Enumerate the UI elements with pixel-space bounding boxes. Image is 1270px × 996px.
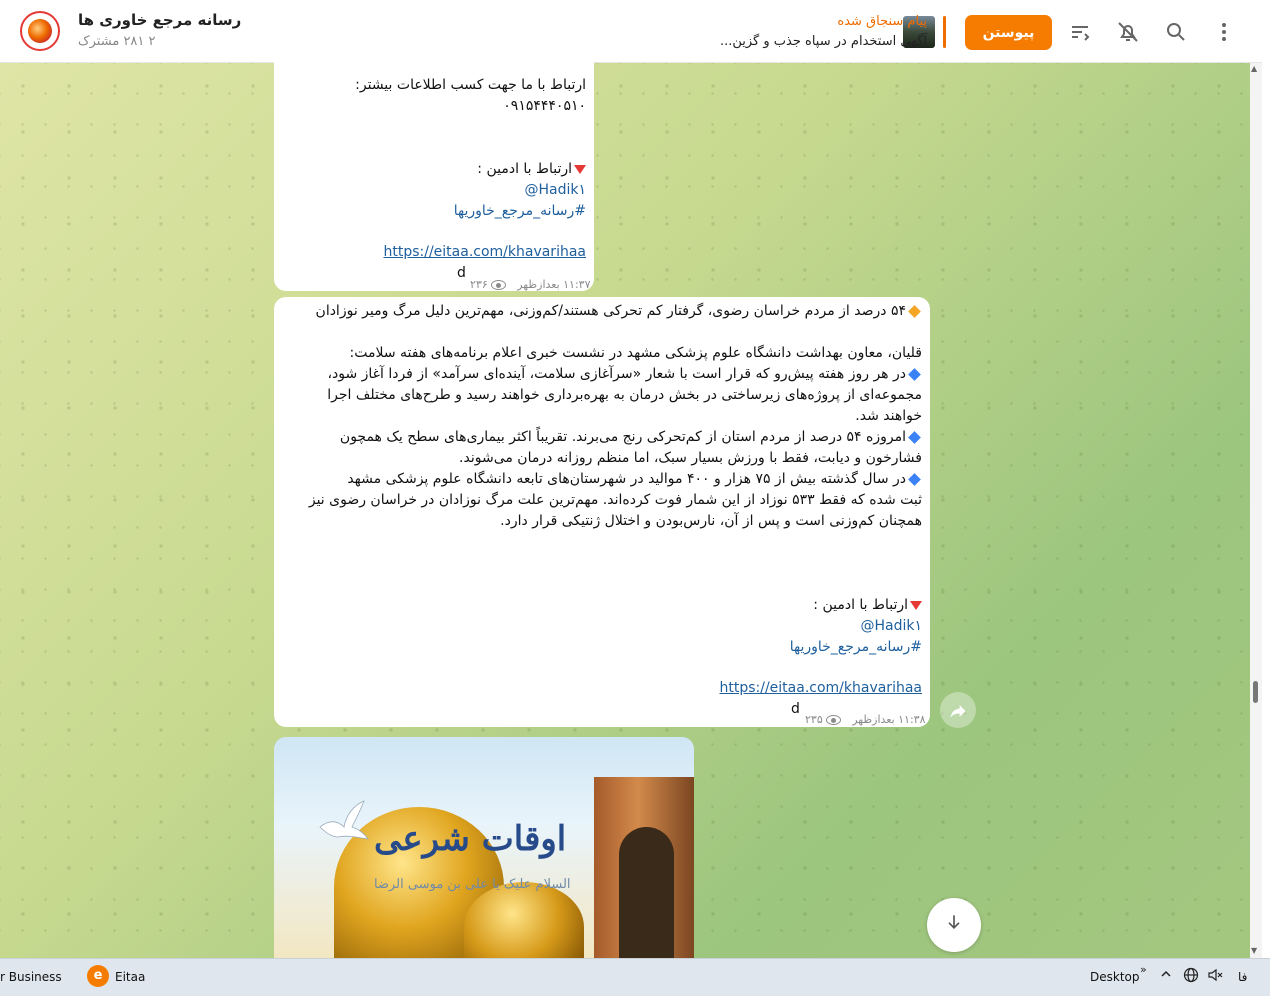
- message-time: ۱۱:۳۸ بعدازظهر: [852, 713, 926, 726]
- search-icon[interactable]: [1164, 20, 1188, 44]
- message-text: قلیان، معاون بهداشت دانشگاه علوم پزشکی مشهد در نشست خبری اعلام برنامه‌های هفته سلامت:: [349, 345, 922, 361]
- pinned-text[interactable]: آگهی استخدام در سپاه جذب و گزین...: [719, 34, 927, 49]
- message-text: ثبت شده که فقط ۵۳۳ نوزاد از این شمار فوت کرده‌اند. مهم‌ترین علت مرگ نوزادان در خراسان رضوی نیز: [308, 492, 922, 508]
- view-count: ۲۳۶: [470, 278, 488, 291]
- image-post[interactable]: [274, 737, 694, 958]
- image-caption: اوقات شرعی: [374, 819, 567, 859]
- pinned-label[interactable]: پیام سنجاق شده: [837, 14, 927, 29]
- views-icon: [491, 280, 506, 290]
- message-meta: [805, 709, 925, 730]
- message-time: ۱۱:۳۷ بعدازظهر: [517, 278, 591, 291]
- language-indicator[interactable]: فا: [1238, 970, 1248, 984]
- image-subcaption: السلام علیک یا علی بن موسی الرضا: [374, 877, 571, 892]
- globe-icon[interactable]: [1183, 967, 1199, 987]
- shrine-arch: [619, 827, 674, 958]
- hashtag-link[interactable]: #رسانه_مرجع_خاوریها: [789, 639, 922, 655]
- message-text: خواهند شد.: [855, 408, 922, 424]
- subscriber-count: ۲ ۲۸۱ مشترک: [78, 34, 156, 49]
- scrollbar-thumb[interactable]: [1253, 681, 1258, 703]
- message-meta: [470, 274, 590, 295]
- taskbar-business-app[interactable]: r Business: [0, 970, 62, 984]
- stray-text: d: [457, 265, 466, 281]
- phone-number[interactable]: ۰۹۱۵۴۴۴۰۵۱۰: [503, 98, 586, 114]
- chevron-up-icon[interactable]: [1159, 967, 1173, 985]
- admin-label: ارتباط با ادمین :: [477, 161, 572, 177]
- speaker-muted-icon[interactable]: [1207, 967, 1223, 987]
- hashtag-link[interactable]: #رسانه_مرجع_خاوریها: [453, 203, 586, 219]
- bell-off-icon[interactable]: [1116, 20, 1140, 44]
- scroll-to-bottom-button[interactable]: [927, 898, 981, 952]
- chevron-icon[interactable]: »: [1140, 963, 1147, 976]
- scroll-down-arrow[interactable]: ▼: [1251, 946, 1258, 955]
- red-triangle-icon: [910, 601, 922, 610]
- taskbar-eitaa-app[interactable]: Eitaa: [115, 970, 146, 984]
- message-text: ارتباط با ما جهت کسب اطلاعات بیشتر:: [355, 77, 586, 93]
- chat-header: [0, 0, 1262, 63]
- blue-diamond-icon: [908, 473, 921, 486]
- more-vertical-icon[interactable]: [1212, 20, 1236, 44]
- join-button[interactable]: پیوستن: [965, 15, 1052, 50]
- message-text: در هر روز هفته پیش‌رو که قرار است با شعار «سرآغازی سلامت، آینده‌ای سرآمد» از فردا آغاز شود،: [327, 366, 906, 382]
- message-bubble: [274, 55, 594, 291]
- eitaa-app-icon[interactable]: e: [87, 965, 109, 987]
- message-text: فشارخون و دیابت، فقط با ورزش بسیار سبک، اما منظم روزانه درمان می‌شوند.: [459, 450, 922, 466]
- scroll-up-arrow[interactable]: ▲: [1251, 64, 1258, 73]
- orange-diamond-icon: [908, 305, 921, 318]
- red-triangle-icon: [574, 165, 586, 174]
- taskbar: [0, 958, 1270, 996]
- admin-handle-link[interactable]: @Hadik۱: [524, 182, 586, 198]
- admin-handle-link[interactable]: @Hadik۱: [860, 618, 922, 634]
- channel-title[interactable]: رسانه مرجع خاوری ها: [78, 11, 242, 29]
- admin-label: ارتباط با ادمین :: [813, 597, 908, 613]
- channel-avatar[interactable]: [20, 11, 60, 51]
- forward-button[interactable]: [940, 692, 976, 728]
- message-text: در سال گذشته بیش از ۷۵ هزار و ۴۰۰ موالید در شهرستان‌های تابعه دانشگاه علوم پزشکی مشهد: [347, 471, 906, 487]
- channel-url-link[interactable]: https://eitaa.com/khavarihaa: [383, 244, 586, 260]
- blue-diamond-icon: [908, 431, 921, 444]
- pinned-indicator: [943, 16, 946, 48]
- sort-icon[interactable]: [1068, 20, 1092, 44]
- message-bubble: [274, 297, 930, 727]
- dove-icon: [316, 797, 372, 847]
- forward-icon: [948, 701, 968, 721]
- taskbar-desktop[interactable]: Desktop: [1090, 970, 1140, 984]
- message-text: همچنان کم‌وزنی است و پس از آن، نارس‌بودن و اختلال ژنتیکی قرار دارد.: [500, 513, 922, 529]
- arrow-down-icon: [944, 912, 964, 932]
- scrollbar-track[interactable]: [1250, 63, 1262, 958]
- blue-diamond-icon: [908, 368, 921, 381]
- golden-dome-small: [464, 882, 584, 958]
- message-text: امروزه ۵۴ درصد از مردم استان از کم‌تحرکی رنج می‌برند. تقریباً اکثر بیماری‌های سطح یک همچون: [339, 429, 906, 445]
- stray-text: d: [791, 701, 800, 717]
- channel-url-link[interactable]: https://eitaa.com/khavarihaa: [719, 680, 922, 696]
- message-text: مجموعه‌ای از پروژه‌های زیرساختی در بخش درمان به بهره‌برداری خواهند رسید و طرح‌های مختلف اجرا: [327, 387, 922, 403]
- views-icon: [826, 715, 841, 725]
- message-headline: ۵۴ درصد از مردم خراسان رضوی، گرفتار کم تحرکی هستند/کم‌وزنی، مهم‌ترین دلیل مرگ ومیر نوزادان: [315, 303, 906, 319]
- view-count: ۲۳۵: [805, 713, 823, 726]
